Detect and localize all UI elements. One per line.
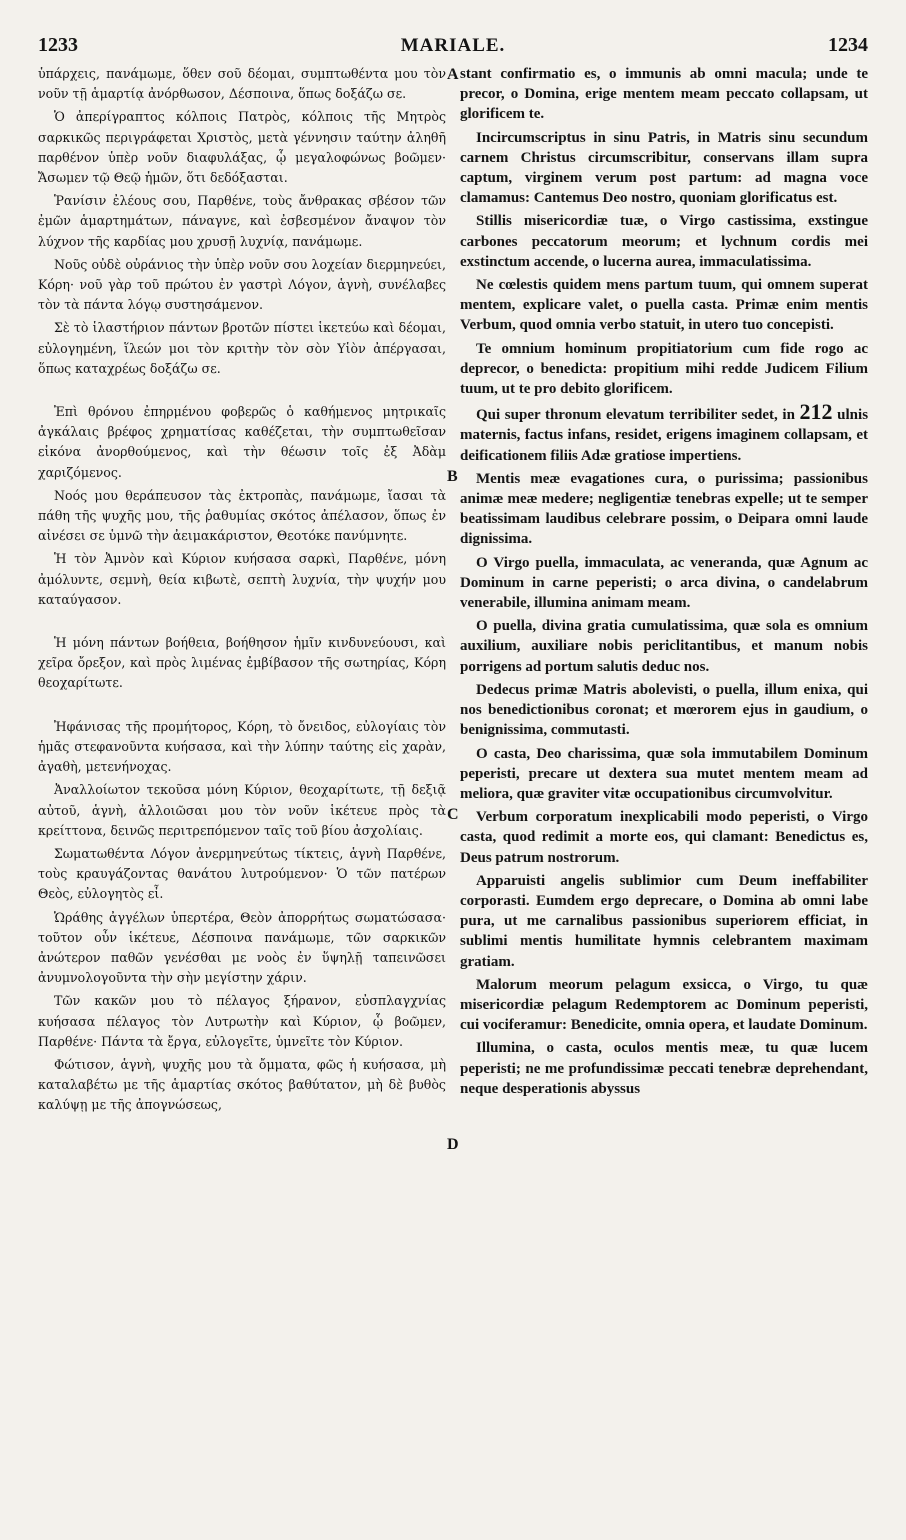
latin-paragraph: Stillis misericordiæ tuæ, o Virgo castissima, exstingue carbones peccatorum meorum; et lychnum cordis mei exstinctum accende, o lucerna aurea, immaculatissima. [460, 213, 868, 270]
latin-paragraph: Ne cœlestis quidem mens partum tuum, qui omnem superat mentem, explicare valet, o puella casta. Primæ enim mentis Verbum, quod omnia verbo statuit, in utero tuo concepisti. [460, 277, 868, 334]
latin-paragraph [460, 399, 869, 466]
greek-column [38, 64, 446, 1119]
greek-paragraph: Ἐπὶ θρόνου ἐπηρμένου φοβερῶς ὁ καθήμενος μητρικαῖς ἀγκάλαις βρέφος χρηματίσας καθέζεται, τὴν συμπτωθεῖσαν εἰκόνα ἀνορθούμενος, καὶ τὴν θέωσιν τοῖς ἐξ Ἀδὰμ χαριζόμενος. [38, 404, 446, 480]
greek-paragraph: Ἠφάνισας τῆς προμήτορος, Κόρη, τὸ ὄνειδος, εὐλογίαις τὸν ἡμᾶς στεφανοῦντα κυήσασα, καὶ τὴν λύπην ταύτης εἰς χαρὰν, ἀγαθὴ, μετενήνοχας. [38, 718, 446, 775]
greek-paragraph: Ῥανίσιν ἐλέους σου, Παρθένε, τοὺς ἄνθρακας σβέσον τῶν ἐμῶν ἁμαρτημάτων, πάναγνε, καὶ ἐσβεσμένον ἄναψον τὸν λύχνον τῆς καρδίας μου χρυσῇ λυχνίᾳ, πανάμωμε. [38, 193, 446, 249]
greek-paragraph: Τῶν κακῶν μου τὸ πέλαγος ξήρανον, εὐσπλαγχνίας κυήσασα πέλαγος τὸν Λυτρωτὴν καὶ Κύριον, ᾧ βοῶμεν, Παρθένε· Πάντα τὰ ἔργα, εὐλογεῖτε, ὑμνεῖτε τὸν Κύριον. [38, 993, 446, 1049]
latin-paragraph: O casta, Deo charissima, quæ sola immutabilem Dominum peperisti, precare ut dextera sua mutet mentem meam ad meliora, quæ graviter vitæ occupationibus circumvolvitur. [460, 745, 868, 802]
latin-paragraph: Mentis meæ evagationes cura, o purissima; passionibus animæ meæ medere; negligentiæ tenebras expelle; ut te semper beatissimam laudibus celebrare possim, o Deipara omni laude dignissima. [460, 470, 868, 548]
greek-paragraph: Ἡ τὸν Ἀμνὸν καὶ Κύριον κυήσασα σαρκὶ, Παρθένε, μόνη ἀμόλυντε, σεμνὴ, θεία κιβωτὲ, σεπτὴ λυχνία, τὴν ψυχήν μου καταύγασον. [38, 551, 446, 607]
greek-paragraph: ὑπάρχεις, πανάμωμε, ὅθεν σοῦ δέομαι, συμπτωθέντα μου τὸν νοῦν τῇ ἁμαρτίᾳ ἀνόρθωσον, Δέσποινα, ὅπως δοξάζω σε. [38, 66, 446, 102]
greek-paragraph: Φώτισον, ἁγνὴ, ψυχῆς μου τὰ ὄμματα, φῶς ἡ κυήσασα, μὴ καταλαβέτω με τῆς ἁμαρτίας σκότος βαθύτατον, μὴ δὲ βυθὸς καλύψῃ με τῆς ἀπογνώσεως, [38, 1056, 446, 1113]
latin-paragraph: Incircumscriptus in sinu Patris, in Matris sinu secundum carnem Christus circumscribitur, conservans illam supra captum, virginem verum post partum: ad magna voce clamamus: Cantemus Deo nostro, quoniam glorificatus est. [460, 129, 868, 207]
greek-paragraph: Ὁ ἀπερίγραπτος κόλποις Πατρὸς, κόλποις τῆς Μητρὸς σαρκικῶς περιγράφεται Χριστὸς, μετὰ γέννησιν ταύτην ἀληθῆ παρθένον ὑπὲρ νοῦν διαφυλάξας, ᾧ μεγαλοφώνως βοῶμεν· Ἄσωμεν τῷ Θεῷ ἡμῶν, ὅτι δεδόξασται. [38, 109, 446, 186]
margin-marker-b: B [447, 468, 458, 485]
latin-paragraph: Dedecus primæ Matris abolevisti, o puella, illum enixa, qui nos benedictionibus coronat; et mœrorem ejus in gaudium, o benignissima, commutasti. [460, 681, 868, 739]
column-number-212: 212 [799, 399, 833, 425]
latin-text: ulnis maternis, factus infans, residet, erigens imaginem collapsam, et deificationem filiis Adæ gratiose impertiens. [460, 407, 869, 464]
margin-marker-a: A [447, 66, 459, 83]
greek-paragraph: Σὲ τὸ ἱλαστήριον πάντων βροτῶν πίστει ἱκετεύω καὶ δέομαι, εὐλογημένη, ἵλεών μοι τὸν κριτὴν τὸν σὸν Υἱὸν ἀπέργασαι, ὅπως καταχρέως δοξάζω σε. [38, 320, 446, 376]
two-column-body [38, 64, 869, 1153]
latin-text: Qui super thronum elevatum terribiliter sedet, in [476, 407, 795, 424]
greek-paragraph: Νοῦς οὐδὲ οὐράνιος τὴν ὑπὲρ νοῦν σου λοχείαν διερμηνεύει, Κόρη· νοῦ γὰρ τοῦ πρώτου ἐν γαστρὶ Λόγον, ἁγνὴ, συνέλαβες τὸν τὰ πάντα λόγῳ συστησάμενον. [38, 256, 446, 313]
greek-paragraph: Νοός μου θεράπευσον τὰς ἐκτροπὰς, πανάμωμε, ἴασαι τὰ πάθη τῆς ψυχῆς μου, τῆς ῥαθυμίας σκότος ἀπέλασον, ὅπως ἐν αἰνέσει σε ὑμνῶ τὴν ἀειμακάριστον, Θεοτόκε πανύμνητε. [38, 487, 446, 544]
latin-paragraph: Apparuisti angelis sublimior cum Deum ineffabiliter corporasti. Eumdem ergo deprecare, o Domina ab omni labe pura, ut me carnalibus passionibus superiorem efficiat, in sublimi mentis humilitate hymnis celebrantem maximam gratiam. [460, 872, 868, 970]
running-title: MARIALE. [400, 35, 506, 56]
margin-marker-d: D [447, 1136, 459, 1153]
greek-paragraph: Ἀναλλοίωτον τεκοῦσα μόνη Κύριον, θεοχαρίτωτε, τῇ δεξιᾷ αὐτοῦ, ἁγνὴ, ἀλλοιῶσαι μου τὸν νοῦν ἱκέτευε πρὸς τὰ κρείττονα, δεινῶς περιτρεπόμενον ταῖς τοῦ βίου ἀσχολίαις. [38, 782, 446, 838]
latin-paragraph: Verbum corporatum inexplicabili modo peperisti, o Virgo casta, quod redimit a morte eos, qui clamant: Benedictus es, Deus patrum nostrorum. [460, 809, 868, 866]
latin-paragraph: Malorum meorum pelagum exsicca, o Virgo, tu quæ misericordiæ pelagum Redemptorem ac Dominum peperisti, cui vociferamur: Benedicite, omnia opera, et laudate Dominum. [460, 976, 868, 1034]
latin-paragraph: Te omnium hominum propitiatorium cum fide rogo ac deprecor, o benedicta: propitium mihi redde Judicem Filium tuum, ut te pro debito glorificem. [460, 340, 868, 398]
latin-column [460, 64, 868, 1119]
running-header [38, 34, 868, 62]
latin-paragraph: Illumina, o casta, oculos mentis meæ, tu quæ lucem peperisti; ne me profundissimæ peccati tenebræ deprehendant, neque desperationis abyssus [460, 1040, 868, 1097]
right-column-number: 1234 [828, 34, 868, 56]
latin-paragraph: O puella, divina gratia cumulatissima, quæ sola es omnium auxilium, auxiliare nobis periclitantibus, et manum nobis porrigens ad portum salutis deduc nos. [460, 618, 868, 675]
greek-paragraph: Σωματωθέντα Λόγον ἀνερμηνεύτως τίκτεις, ἁγνὴ Παρθένε, τοὺς κραυγάζοντας θανάτου λυτρούμενον· Ὁ τῶν πατέρων Θεὸς, εὐλογητὸς εἶ. [38, 845, 446, 902]
greek-paragraph: Ὡράθης ἀγγέλων ὑπερτέρα, Θεὸν ἀπορρήτως σωματώσασα· τοῦτον οὖν ἱκέτευε, Δέσποινα πανάμωμε, τῶν σαρκικῶν ἀνώτερον παθῶν γενέσθαι με νοὸς ἐν ὕψηλῇ ταπεινῶσει ἀνυμνολογοῦντα τὴν σὴν μεγίστην χάριν. [38, 909, 446, 986]
greek-paragraph: Ἡ μόνη πάντων βοήθεια, βοήθησον ἡμῖν κινδυνεύουσι, καὶ χεῖρα ὄρεξον, καὶ πρὸς λιμένας ἐμβίβασον τῆς σωτηρίας, Κόρη θεοχαρίτωτε. [38, 635, 446, 691]
latin-paragraph: O Virgo puella, immaculata, ac veneranda, quæ Agnum ac Dominum in carne peperisti; o arca divina, o candelabrum venerabile, illumina animam meam. [460, 554, 868, 612]
left-column-number: 1233 [38, 34, 78, 56]
latin-paragraph: stant confirmatio es, o immunis ab omni macula; unde te precor, o Domina, erige mentem meam peccato collapsam, ut glorificem te. [460, 66, 868, 123]
margin-marker-c: C [447, 806, 459, 823]
